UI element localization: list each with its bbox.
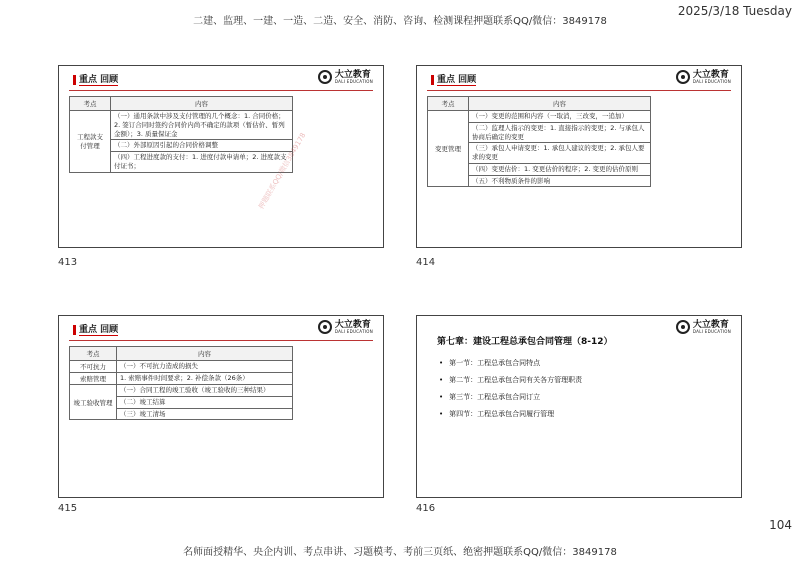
slide-number: 413 (58, 257, 78, 268)
content-cell: （二）监理人指示的变更：1. 直接指示的变更；2. 与承包人协商后确定的变更 (469, 122, 651, 143)
slide-414[interactable] (416, 65, 742, 248)
title-bar-icon (431, 75, 434, 85)
list-item: • 第二节：工程总承包合同有关各方管理职责 (439, 375, 582, 385)
content-cell: （四）工程进度款的支付：1. 进度付款申请单；2. 进度款支付证书； (111, 152, 293, 173)
content-cell: （一）通用条款中涉及支付管理的几个概念：1. 合同价格；2. 签订合同时签约合同价内尚不确定的款项（暂估价、暂列金额）；3. 质量保证金 (111, 111, 293, 140)
chapter-section-list (439, 358, 582, 426)
list-item: • 第一节：工程总承包合同特点 (439, 358, 582, 368)
content-cell: （一）合同工程的竣工验收（竣工验收的三种结果） (117, 385, 293, 397)
content-cell: （三）竣工清场 (117, 408, 293, 420)
title-divider (427, 90, 731, 91)
title-bar-icon (73, 325, 76, 335)
col-header-key: 考点 (70, 347, 117, 361)
top-banner: 二建、监理、一建、一造、二造、安全、消防、咨询、检测课程押题联系QQ/微信：3849178 (193, 16, 607, 27)
col-header-content: 内容 (117, 347, 293, 361)
topic-cell: 竣工验收管理 (70, 385, 117, 420)
review-table (69, 346, 293, 420)
content-cell: （四）变更估价：1. 变更估价的程序；2. 变更的估价原则 (469, 163, 651, 175)
topic-cell: 不可抗力 (70, 361, 117, 373)
content-cell: （三）承包人申请变更：1. 承包人建议的变更；2. 承包人要求的变更 (469, 143, 651, 164)
slide-413[interactable] (58, 65, 384, 248)
col-header-content: 内容 (111, 97, 293, 111)
slide-415[interactable] (58, 315, 384, 498)
col-header-key: 考点 (428, 97, 469, 111)
topic-cell: 索赔管理 (70, 373, 117, 385)
review-table (427, 96, 651, 187)
dali-logo: 大立教育 DALI EDUCATION (676, 70, 731, 84)
slide-number: 416 (416, 503, 436, 514)
content-cell: （一）不可抗力造成的损失 (117, 361, 293, 373)
watermark: 押题联系QQ/微信3849178 (257, 131, 308, 211)
content-cell: 1. 索赔事件时间要求；2. 补偿条款（26条） (117, 373, 293, 385)
dali-logo: 大立教育 DALI EDUCATION (676, 320, 731, 334)
title-bar-icon (73, 75, 76, 85)
slide-title: 重点 回顾 (431, 72, 476, 85)
dali-logo: 大立教育 DALI EDUCATION (318, 70, 373, 84)
col-header-key: 考点 (70, 97, 111, 111)
bottom-banner: 名师面授精华、央企内训、考点串讲、习题模考、考前三页纸、绝密押题联系QQ/微信：3849178 (183, 547, 617, 558)
review-table (69, 96, 293, 173)
content-cell: （二）外部原因引起的合同价格调整 (111, 140, 293, 152)
content-cell: （二）竣工结算 (117, 396, 293, 408)
date-label: 2025/3/18 Tuesday (677, 4, 792, 18)
topic-cell: 工程款支付管理 (70, 111, 111, 173)
dali-logo-icon (318, 320, 332, 334)
dali-logo-icon (318, 70, 332, 84)
slide-number: 414 (416, 257, 436, 268)
list-item: • 第四节：工程总承包合同履行管理 (439, 409, 582, 419)
content-cell: （一）变更的范围和内容（一取消，三改变，一追加） (469, 111, 651, 123)
dali-logo-icon (676, 320, 690, 334)
title-divider (69, 90, 373, 91)
page-number: 104 (769, 518, 792, 532)
slide-title: 重点 回顾 (73, 322, 118, 335)
dali-logo-icon (676, 70, 690, 84)
slide-416[interactable] (416, 315, 742, 498)
title-divider (69, 340, 373, 341)
dali-logo: 大立教育 DALI EDUCATION (318, 320, 373, 334)
list-item: • 第三节：工程总承包合同订立 (439, 392, 582, 402)
content-cell: （五）不利物质条件的影响 (469, 175, 651, 187)
slide-number: 415 (58, 503, 78, 514)
col-header-content: 内容 (469, 97, 651, 111)
chapter-title: 第七章：建设工程总承包合同管理（8-12） (437, 337, 613, 347)
slide-title: 重点 回顾 (73, 72, 118, 85)
topic-cell: 变更管理 (428, 111, 469, 187)
